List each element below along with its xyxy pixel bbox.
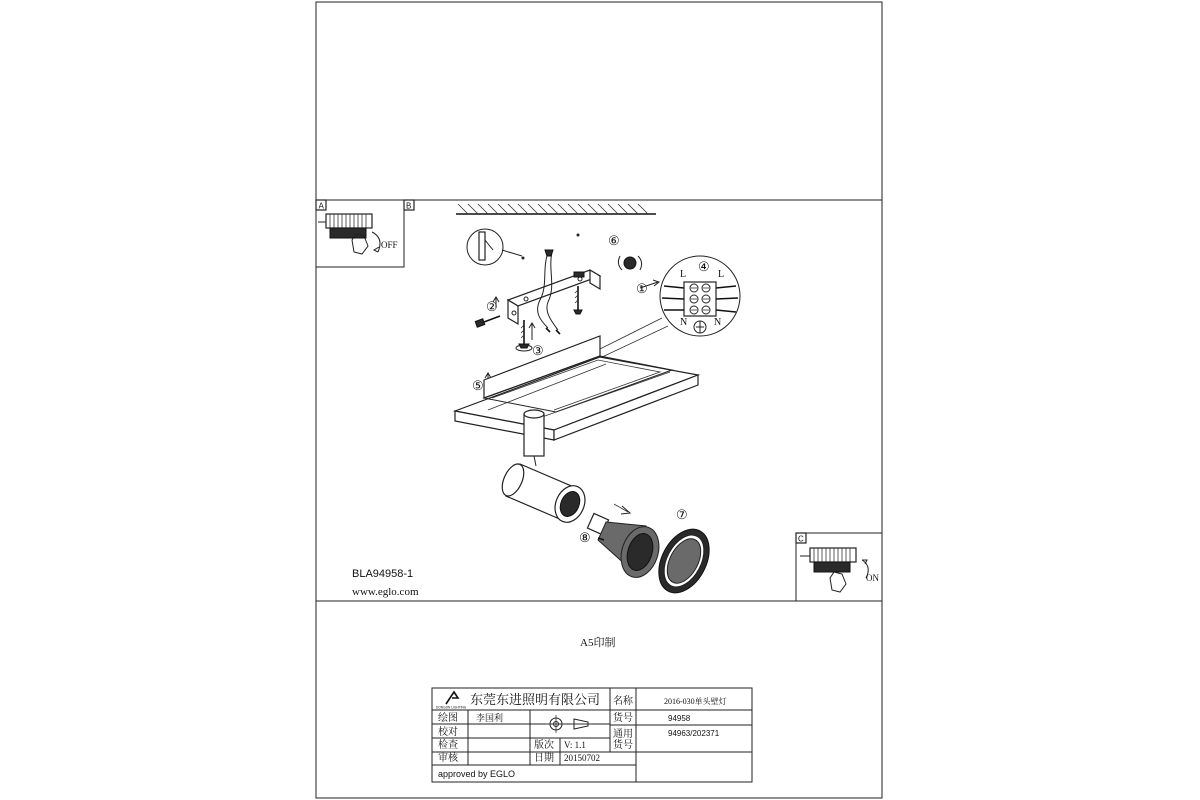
ceiling-hatch	[456, 204, 656, 214]
drawing-code: BLA94958-1	[352, 568, 414, 580]
screw-right	[574, 286, 582, 314]
logo-text: DONGJIN LIGHTING	[436, 705, 467, 710]
step-4: ④	[698, 259, 710, 274]
date-label: 日期	[534, 753, 554, 764]
step-3: ③	[532, 343, 544, 358]
panel-a-label: A	[318, 201, 324, 211]
company-logo	[446, 692, 458, 704]
step-7: ⑦	[676, 507, 688, 522]
date-value: 20150702	[564, 753, 600, 763]
panel-c-label: C	[798, 534, 804, 544]
panel-c-switch-on	[796, 533, 882, 601]
panel-a-switch-off	[316, 200, 404, 267]
terminal-l-left: L	[680, 269, 687, 280]
screw-left	[475, 316, 500, 327]
part-no-label: 货号	[613, 713, 633, 724]
step-6: ⑥	[608, 233, 620, 248]
common-label-2: 货号	[613, 740, 633, 751]
version-value: V: 1.1	[564, 740, 586, 750]
drawn-label: 绘图	[438, 713, 458, 724]
common-value: 94963/202371	[668, 729, 720, 738]
terminal-n-left: N	[680, 317, 688, 328]
panel-b-label: B	[406, 201, 412, 211]
version-label: 版次	[534, 740, 554, 751]
name-label: 名称	[613, 696, 633, 707]
drawn-value: 李国利	[476, 713, 504, 723]
terminal-n-right: N	[714, 317, 722, 328]
common-label-1: 通用	[613, 729, 633, 740]
off-label: OFF	[381, 240, 398, 250]
part-no-value: 94958	[668, 714, 691, 723]
terminal-l-right: L	[718, 269, 725, 280]
on-label: ON	[866, 573, 879, 583]
wall-anchor-detail	[467, 229, 580, 265]
company-name: 东莞东进照明有限公司	[470, 692, 601, 707]
gu10-bulb	[587, 513, 665, 582]
approved-by: approved by EGLO	[438, 769, 516, 779]
mounting-bracket	[508, 270, 600, 324]
base-plate	[455, 336, 698, 440]
name-value: 2016-030单头壁灯	[664, 697, 727, 706]
review-label: 审核	[438, 753, 458, 764]
step-2: ②	[486, 299, 498, 314]
step-5: ⑤	[472, 378, 484, 393]
check-label: 校对	[438, 727, 458, 738]
print-note: A5印制	[580, 637, 616, 649]
step-8: ⑧	[579, 530, 591, 545]
website: www.eglo.com	[352, 586, 419, 598]
inspect-label: 检查	[438, 740, 458, 751]
step-1: ①	[636, 281, 648, 296]
spot-stem	[524, 410, 544, 456]
spot-head	[498, 456, 591, 527]
glass-cover-ring	[649, 521, 720, 602]
